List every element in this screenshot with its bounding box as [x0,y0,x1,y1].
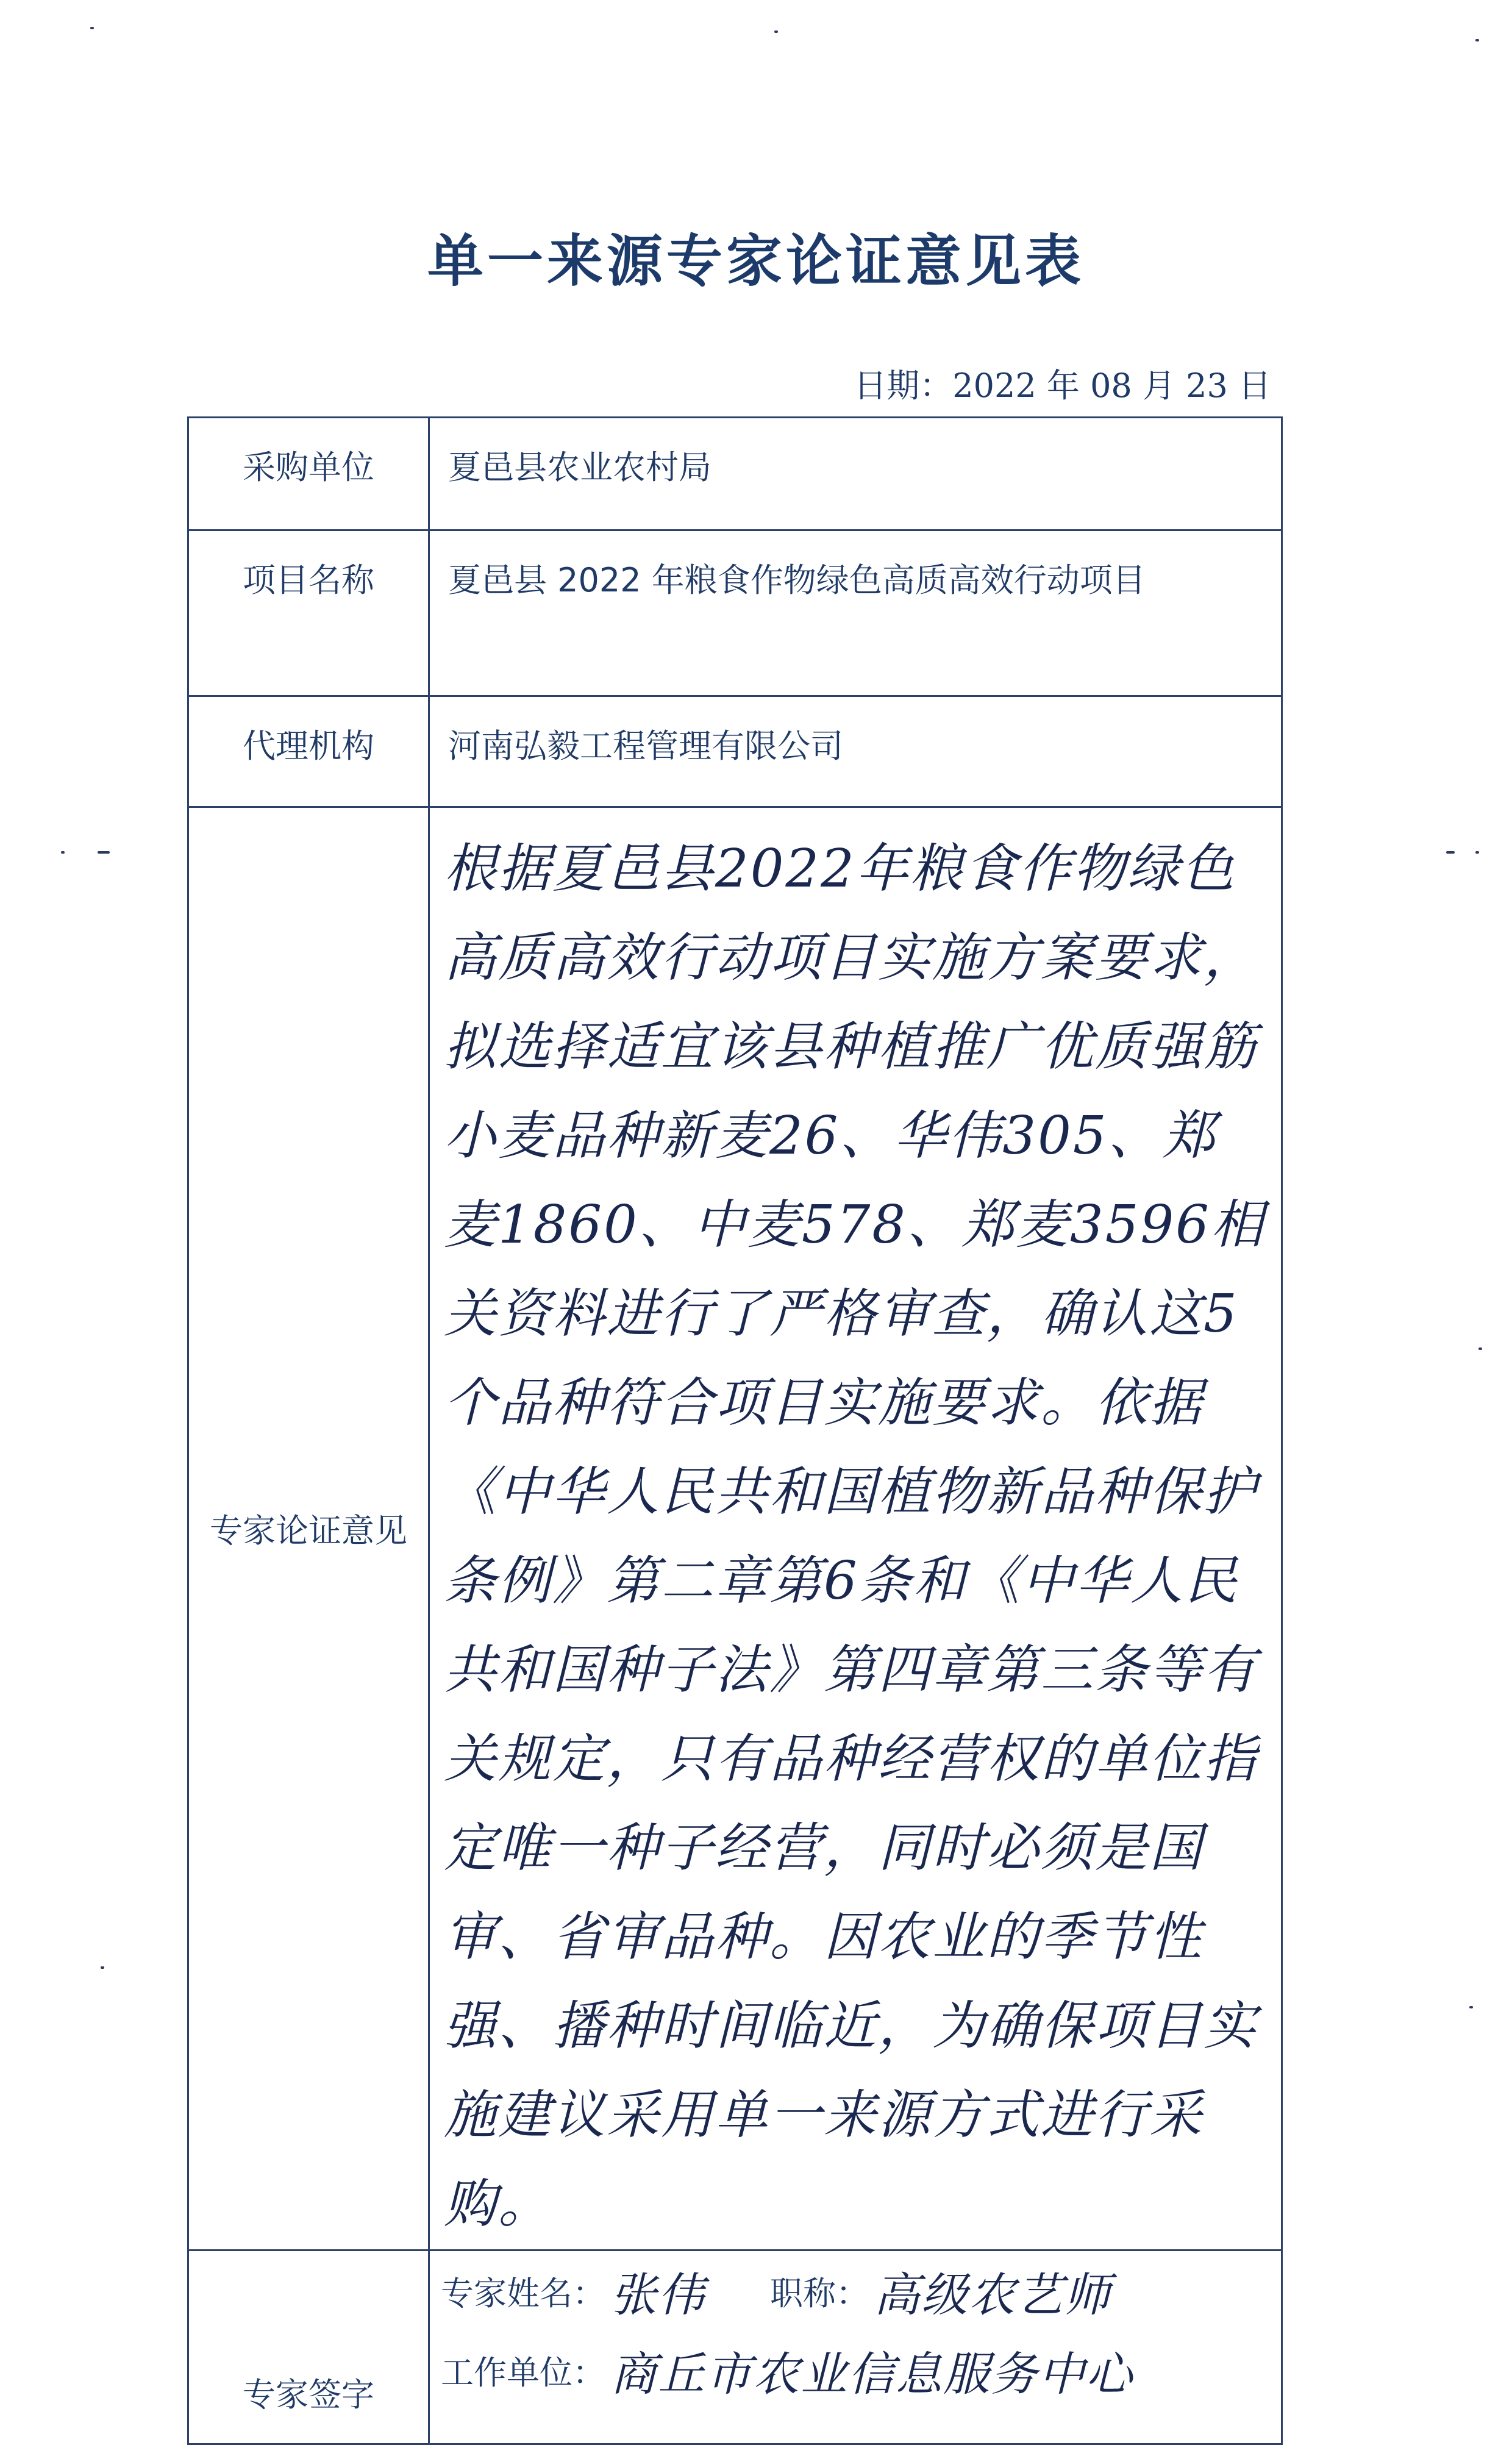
form-row-purchaser [188,418,1282,530]
scan-speck [98,851,110,854]
scan-speck [61,851,65,854]
expert-name-label: 专家姓名： [441,2274,605,2313]
scan-speck [101,1966,104,1969]
scan-speck [1478,1347,1482,1350]
purchaser-label: 采购单位 [188,418,429,530]
expert-name-signature: 张伟 [610,2267,705,2322]
form-row-project [188,530,1282,696]
scan-speck [1475,39,1479,41]
opinion-label: 专家论证意见 [188,807,429,2250]
expert-unit-label: 工作单位： [441,2353,605,2392]
scan-speck [1446,851,1455,854]
agency-value: 河南弘毅工程管理有限公司 [429,696,1282,807]
expert-title-value: 高级农艺师 [874,2267,1111,2322]
document-title: 单一来源专家论证意见表 [427,229,1085,294]
purchaser-value: 夏邑县农业农村局 [429,418,1282,530]
handwritten-opinion: 根据夏邑县2022年粮食作物绿色高质高效行动项目实施方案要求，拟选择适宜该县种植推广优质强筋小麦品种新麦26、华伟305、郑麦1860、中麦578、郑麦3596相关资料进行了严格审查，确认这5个品种符合项目实施要求。依据《中华人民共和国植物新品种保护条例》第二章第6条和《中华人民共和国种子法》第四章第三条等有关规定，只有品种经营权的单位指定唯一种子经营，同时必须是国审、省审品种。因农业的季节性强、播种时间临近，为确保项目实施建议采用单一来源方式进行采购。 [444,838,1265,2235]
expert-opinion-form [187,416,1283,2445]
project-name-label: 项目名称 [188,530,429,696]
scan-speck [774,30,778,33]
agency-label: 代理机构 [188,696,429,807]
document-date: 日期：2022 年 08 月 23 日 [854,366,1271,405]
form-row-signature [188,2250,1282,2444]
form-row-agency [188,696,1282,807]
expert-name-line [441,2251,1281,2330]
scan-speck [1475,851,1479,854]
opinion-cell [429,807,1282,2250]
form-row-opinion [188,807,1282,2250]
scan-speck [1469,2006,1473,2008]
expert-unit-line [441,2330,1281,2410]
expert-title-label: 职称： [770,2274,869,2313]
signature-label: 专家签字 [188,2250,429,2444]
signature-cell [429,2250,1282,2444]
expert-unit-value: 商丘市农业信息服务中心 [610,2346,1133,2401]
scan-speck [90,27,94,29]
project-name-value: 夏邑县 2022 年粮食作物绿色高质高效行动项目 [429,530,1282,696]
